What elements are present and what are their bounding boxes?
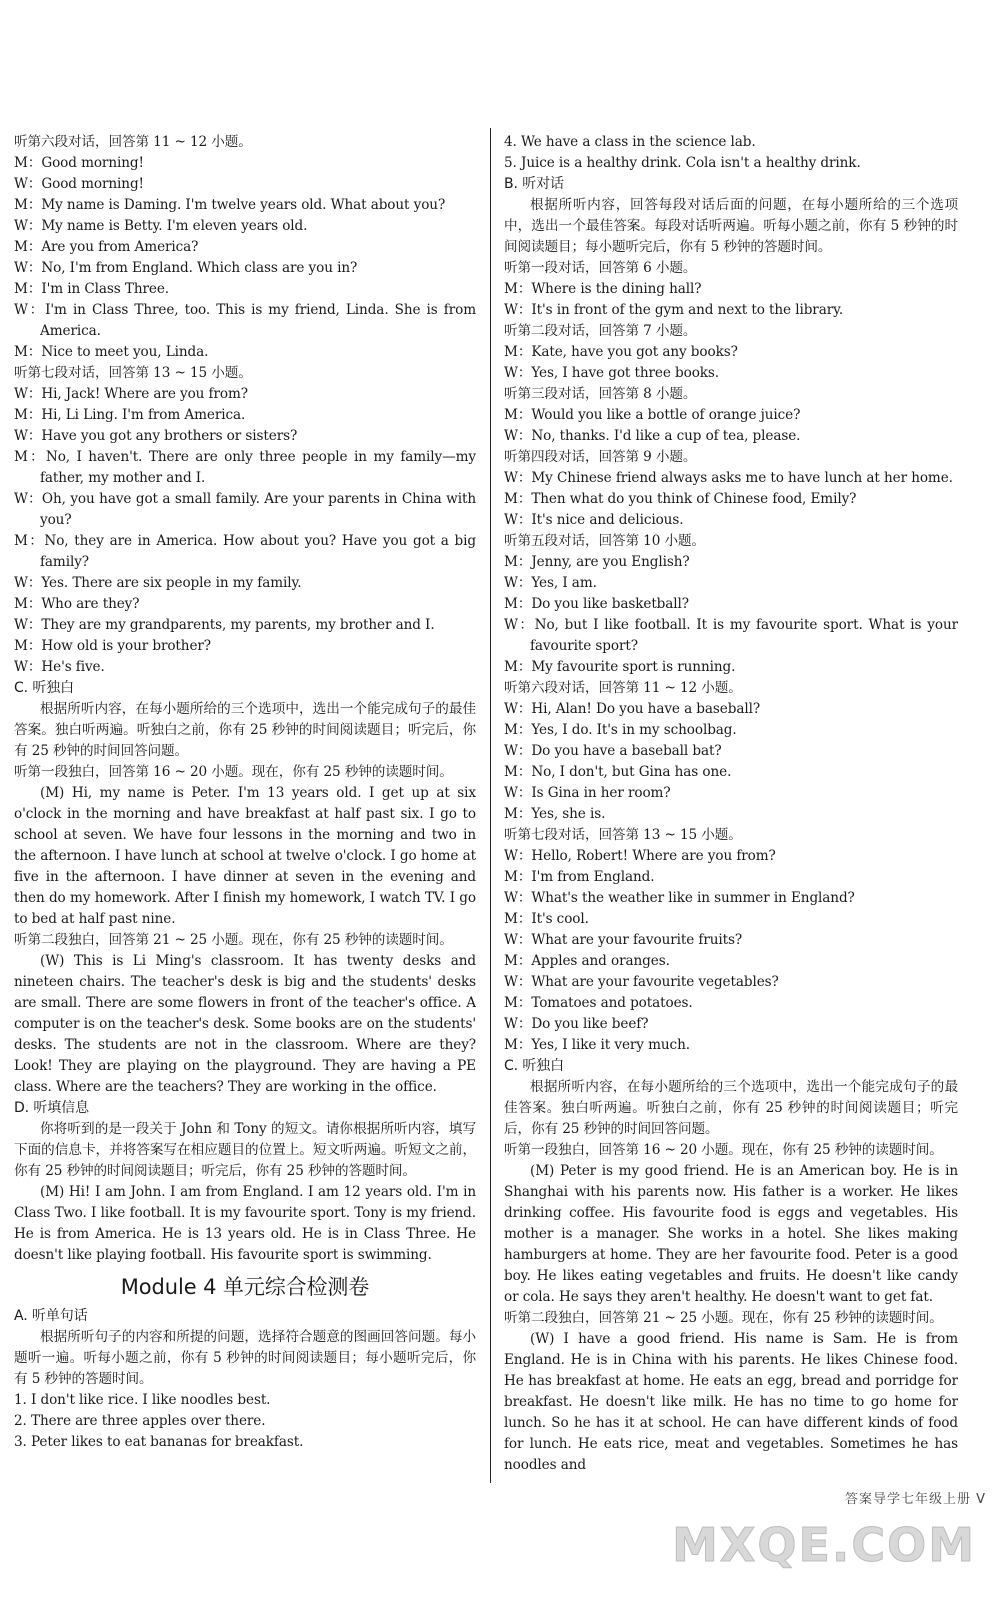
text-line: M：Yes, I like it very much. <box>504 1037 690 1053</box>
text-line: M：Who are they? <box>14 596 140 612</box>
text-line: W：Oh, you have got a small family. Are your parents in China with you? <box>14 491 476 528</box>
text-line: W：What are your favourite vegetables? <box>504 974 779 990</box>
text-line: M：Where is the dining hall? <box>504 281 702 297</box>
text-line: 听第一段独白，回答第 16 ~ 20 小题。现在，你有 25 秒钟的读题时间。 <box>14 764 453 780</box>
text-line: W：No, thanks. I'd like a cup of tea, please. <box>504 428 801 444</box>
text-line: 2. There are three apples over there. <box>14 1413 266 1429</box>
paragraph: (M) Hi! I am John. I am from England. I am 12 years old. I'm in Class Two. I like football. It is my favourite sport. Tony is my friend. He is from America. He is 13 years old. He is in Class Three. He doesn't like playing football. His favourite sport is swimming. <box>14 1184 476 1263</box>
paragraph: (W) I have a good friend. His name is Sam. He is from England. He is in China with his parents. He likes Chinese food. He has breakfast at home. He eats an egg, bread and porridge for breakfast. He doesn't like milk. He has no time to go home for lunch. So he has it at school. He can have different kinds of food for lunch. He eats rice, meat and vegetables. Sometimes he has noodles and <box>504 1331 958 1473</box>
text-line: 听第七段对话，回答第 13 ~ 15 小题。 <box>504 827 742 843</box>
section-heading: A. 听单句话 <box>14 1308 88 1324</box>
text-line: W：It's in front of the gym and next to the library. <box>504 302 844 318</box>
text-line: M：Nice to meet you, Linda. <box>14 344 209 360</box>
module-section <box>14 1306 476 1453</box>
text-line: M：Are you from America? <box>14 239 199 255</box>
text-line: 听第一段对话，回答第 6 小题。 <box>504 260 697 276</box>
paragraph: 根据所听内容，在每小题所给的三个选项中，选出一个能完成句子的最佳答案。独白听两遍。听独白之前，你有 25 秒钟的时间阅读题目；听完后，你有 25 秒钟的时间回答问题。 <box>14 701 476 759</box>
text-line: M：Yes, she is. <box>504 806 606 822</box>
text-line: M：My favourite sport is running. <box>504 659 736 675</box>
left-text-block <box>14 132 476 1266</box>
text-line: M：Good morning! <box>14 155 144 171</box>
paragraph: 你将听到的是一段关于 John 和 Tony 的短文。请你根据所听内容，填写下面的信息卡，并将答案写在相应题目的位置上。短文听两遍。听短文之前，你有 25 秒钟的时间阅读题目；听完后，你有 25 秒钟的答题时间。 <box>14 1121 476 1179</box>
text-line: M：Then what do you think of Chinese food, Emily? <box>504 491 857 507</box>
text-line: M：Apples and oranges. <box>504 953 670 969</box>
text-line: 听第二段独白，回答第 21 ~ 25 小题。现在，你有 25 秒钟的读题时间。 <box>14 932 453 948</box>
text-line: M：I'm in Class Three. <box>14 281 170 297</box>
section-heading: C. 听独白 <box>504 1058 565 1074</box>
text-line: W：Yes, I have got three books. <box>504 365 720 381</box>
text-line: M：Kate, have you got any books? <box>504 344 738 360</box>
text-line: 听第一段独白，回答第 16 ~ 20 小题。现在，你有 25 秒钟的读题时间。 <box>504 1142 943 1158</box>
text-line: M：Hi, Li Ling. I'm from America. <box>14 407 246 423</box>
text-line: 听第六段对话，回答第 11 ~ 12 小题。 <box>14 134 252 150</box>
text-line: W：Is Gina in her room? <box>504 785 671 801</box>
text-line: M：No, I haven't. There are only three people in my family—my father, my mother and I. <box>14 449 476 486</box>
text-line: 4. We have a class in the science lab. <box>504 134 756 150</box>
text-line: W：Yes. There are six people in my family. <box>14 575 302 591</box>
text-line: W：Good morning! <box>14 176 144 192</box>
text-line: 听第四段对话，回答第 9 小题。 <box>504 449 697 465</box>
text-line: W：Hello, Robert! Where are you from? <box>504 848 776 864</box>
paragraph: (M) Peter is my good friend. He is an American boy. He is in Shanghai with his parents now. His father is a worker. He likes drinking coffee. His favourite food is eggs and vegetables. His mother is a manager. She works in a hotel. She likes making hamburgers at home. They are her favourite food. Peter is a good boy. He likes eating vegetables and fruits. He doesn't like candy or cola. He says they aren't healthy. He doesn't want to get fat. <box>504 1163 958 1305</box>
text-line: W：He's five. <box>14 659 105 675</box>
text-line: 听第二段对话，回答第 7 小题。 <box>504 323 697 339</box>
text-line: W：Hi, Jack! Where are you from? <box>14 386 248 402</box>
text-line: W：No, but I like football. It is my favourite sport. What is your favourite sport? <box>504 617 958 654</box>
text-line: M：Do you like basketball? <box>504 596 689 612</box>
text-line: W：My name is Betty. I'm eleven years old. <box>14 218 308 234</box>
text-line: 听第二段独白，回答第 21 ~ 25 小题。现在，你有 25 秒钟的读题时间。 <box>504 1310 943 1326</box>
left-column <box>14 132 476 1453</box>
text-line: W：What are your favourite fruits? <box>504 932 743 948</box>
text-line: W：What's the weather like in summer in England? <box>504 890 855 906</box>
text-line: W：Yes, I am. <box>504 575 597 591</box>
text-line: W：Have you got any brothers or sisters? <box>14 428 298 444</box>
text-line: 听第五段对话，回答第 10 小题。 <box>504 533 705 549</box>
paragraph: 根据所听内容，回答每段对话后面的问题，在每小题所给的三个选项中，选出一个最佳答案。每段对话听两遍。听每小题之前，你有 5 秒钟的时间阅读题目；每小题听完后，你有 5 秒钟的答题时间。 <box>504 197 958 255</box>
paragraph: (M) Hi, my name is Peter. I'm 13 years old. I get up at six o'clock in the morning and have breakfast at half past six. I go to school at seven. We have four lessons in the morning and two in the afternoon. I have lunch at school at twelve o'clock. I go home at five in the afternoon. I have dinner at seven in the evening and then do my homework. After I finish my homework, I watch TV. I go to bed at half past nine. <box>14 785 476 927</box>
text-line: W：It's nice and delicious. <box>504 512 684 528</box>
paragraph: 根据所听内容，在每小题所给的三个选项中，选出一个能完成句子的最佳答案。独白听两遍。听独白之前，你有 25 秒钟的时间阅读题目；听完后，你有 25 秒钟的时间回答问题。 <box>504 1079 958 1137</box>
text-line: 5. Juice is a healthy drink. Cola isn't a healthy drink. <box>504 155 861 171</box>
column-divider <box>490 128 491 1483</box>
text-line: W：Do you have a baseball bat? <box>504 743 722 759</box>
text-line: M：Yes, I do. It's in my schoolbag. <box>504 722 737 738</box>
text-line: W：They are my grandparents, my parents, my brother and I. <box>14 617 435 633</box>
text-line: 1. I don't like rice. I like noodles best. <box>14 1392 271 1408</box>
text-line: M：It's cool. <box>504 911 589 927</box>
site-watermark: MXQE.COM <box>672 1518 976 1572</box>
page-footer: 答案导学七年级上册 V <box>844 1492 986 1507</box>
module-title: Module 4 单元综合检测卷 <box>120 1275 370 1299</box>
text-line: 听第六段对话，回答第 11 ~ 12 小题。 <box>504 680 742 696</box>
section-heading: D. 听填信息 <box>14 1100 89 1116</box>
section-heading: C. 听独白 <box>14 680 75 696</box>
section-heading: B. 听对话 <box>504 176 564 192</box>
text-line: M：No, I don't, but Gina has one. <box>504 764 732 780</box>
right-text-block <box>504 132 958 1476</box>
text-line: W：Do you like beef? <box>504 1016 649 1032</box>
text-line: M：Would you like a bottle of orange juice? <box>504 407 801 423</box>
paragraph: (W) This is Li Ming's classroom. It has twenty desks and nineteen chairs. The teacher's desk is big and the students' desks are small. There are some flowers in front of the teacher's office. A computer is on the teacher's desk. Some books are on the students' desks. The students are not in the classroom. Where are they? Look! They are playing on the playground. They are having a PE class. Where are the teachers? They are working in the office. <box>14 953 476 1095</box>
text-line: M：Jenny, are you English? <box>504 554 690 570</box>
text-line: W：I'm in Class Three, too. This is my friend, Linda. She is from America. <box>14 302 476 339</box>
text-line: M：My name is Daming. I'm twelve years old. What about you? <box>14 197 446 213</box>
paragraph: 根据所听句子的内容和所提的问题，选择符合题意的图画回答问题。每小题听一遍。听每小题之前，你有 5 秒钟的时间阅读题目；每小题听完后，你有 5 秒钟的答题时间。 <box>14 1329 476 1387</box>
text-line: W：Hi, Alan! Do you have a baseball? <box>504 701 761 717</box>
text-line: 3. Peter likes to eat bananas for breakfast. <box>14 1434 304 1450</box>
text-line: W：No, I'm from England. Which class are you in? <box>14 260 358 276</box>
text-line: W：My Chinese friend always asks me to have lunch at her home. <box>504 470 953 486</box>
text-line: 听第三段对话，回答第 8 小题。 <box>504 386 697 402</box>
text-line: M：How old is your brother? <box>14 638 211 654</box>
text-line: M：Tomatoes and potatoes. <box>504 995 693 1011</box>
text-line: M：I'm from England. <box>504 869 655 885</box>
text-line: M：No, they are in America. How about you? Have you got a big family? <box>14 533 476 570</box>
text-line: 听第七段对话，回答第 13 ~ 15 小题。 <box>14 365 252 381</box>
right-column <box>504 132 958 1476</box>
